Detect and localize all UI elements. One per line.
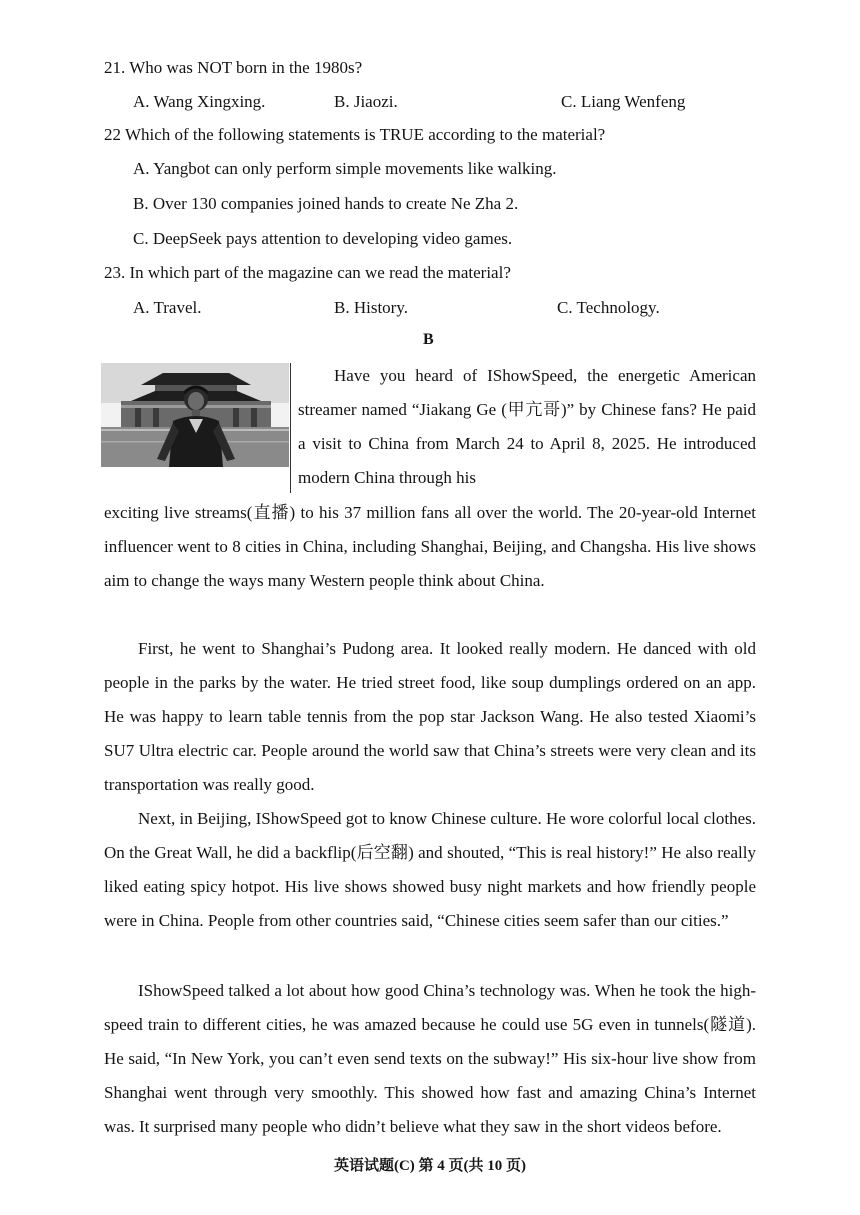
question-21-option-a: A. Wang Xingxing. <box>133 92 266 111</box>
question-23-option-b: B. History. <box>334 298 408 317</box>
question-22-option-c: C. DeepSeek pays attention to developing video games. <box>133 229 513 248</box>
question-23-options <box>0 298 860 322</box>
paragraph-1-continued: exciting live streams(直播) to his 37 million fans all over the world. The 20-year-old Internet influencer went to 8 cities in China, including Shanghai, Beijing, and Changsha. His live shows aim to change the ways many Western people think about China. <box>104 503 756 590</box>
question-21-options <box>0 92 860 116</box>
question-21-stem: 21. Who was NOT born in the 1980s? <box>104 58 363 77</box>
question-21-option-c: C. Liang Wenfeng <box>561 92 686 111</box>
question-23-stem: 23. In which part of the magazine can we read the material? <box>104 263 511 282</box>
question-21-option-b: B. Jiaozi. <box>334 92 398 111</box>
page-footer: 英语试题(C) 第 4 页(共 10 页) <box>333 1158 527 1174</box>
streamer-photo <box>101 363 289 467</box>
paragraph-2: First, he went to Shanghai’s Pudong area. It looked really modern. He danced with old people in the parks by the water. He tried street food, like soup dumplings ordered on an app. He was happy to learn table tennis from the pop star Jackson Wang. He also tested Xiaomi’s SU7 Ultra electric car. People around the world saw that China’s streets were very clean and its transportation was really good. <box>104 639 756 794</box>
paragraph-4: IShowSpeed talked a lot about how good China’s technology was. When he took the high-speed train to different cities, he was amazed because he could use 5G even in tunnels(隧道). He said, “In New York, you can’t even send texts on the subway!” His six-hour live show from Shanghai went through very smoothly. This showed how fast and amazing China’s Internet was. It surprised many people who didn’t believe what they saw in the short videos before. <box>104 981 756 1136</box>
paragraph-3: Next, in Beijing, IShowSpeed got to know Chinese culture. He wore colorful local clothes. On the Great Wall, he did a backflip(后空翻) and shouted, “This is real history!” He also really liked eating spicy hotpot. His live shows showed busy night markets and how friendly people were in China. People from other countries said, “Chinese cities seem safer than our cities.” <box>104 809 757 930</box>
question-22-stem: 22 Which of the following statements is TRUE according to the material? <box>104 125 606 144</box>
question-23-option-a: A. Travel. <box>133 298 202 317</box>
question-23-option-c: C. Technology. <box>557 298 660 317</box>
paragraph-1: Have you heard of IShowSpeed, the energetic American streamer named “Jiakang Ge (甲亢哥)” by Chinese fans? He paid a visit to China from March 24 to April 8, 2025. He introduced modern China through his <box>298 366 756 487</box>
photo-divider <box>290 363 291 493</box>
section-heading: B <box>423 331 434 348</box>
question-22-option-b: B. Over 130 companies joined hands to create Ne Zha 2. <box>133 194 519 213</box>
question-22-option-a: A. Yangbot can only perform simple movements like walking. <box>133 159 557 178</box>
